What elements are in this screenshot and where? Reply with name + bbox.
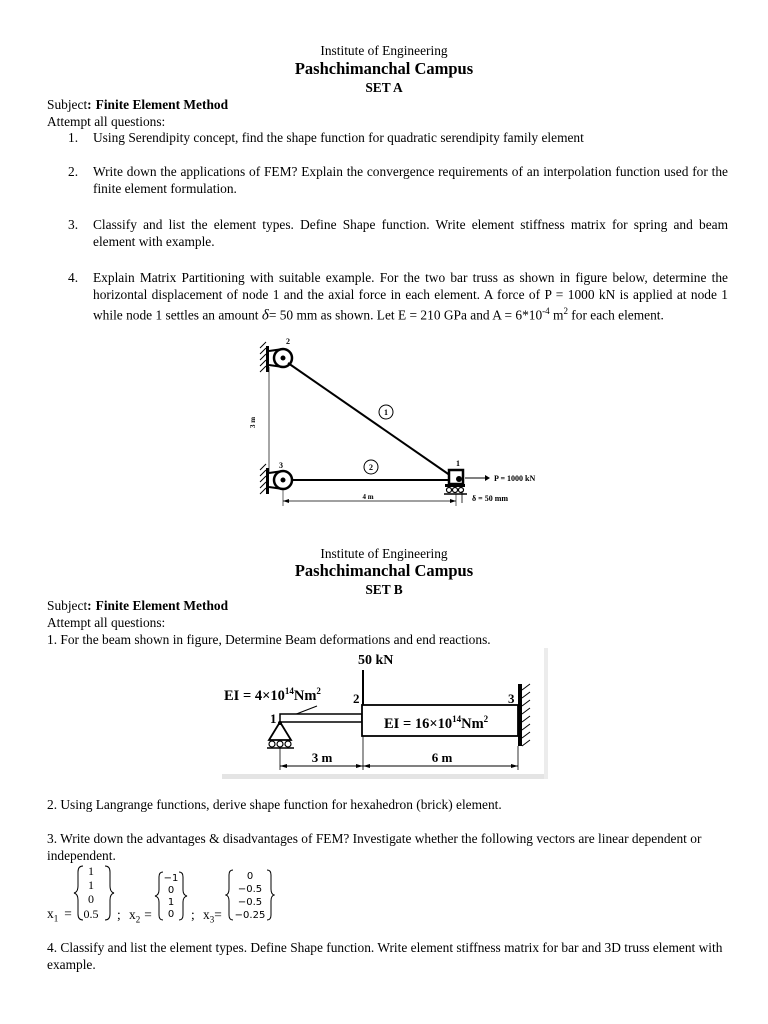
question-text: Using Serendipity concept, find the shape function for quadratic serendipity family element: [93, 130, 584, 145]
set-b-subject-line: [47, 598, 228, 615]
settlement-label: δ = 50 mm: [472, 494, 509, 503]
vector-set: [47, 864, 347, 925]
question-number: 1.: [68, 130, 79, 145]
svg-text:−0.25: −0.25: [234, 910, 266, 921]
question-text: [93, 270, 728, 324]
set-a-institute: Institute of Engineering: [320, 43, 448, 58]
set-a-question-1: [68, 130, 728, 147]
set-a-question-3: [68, 217, 728, 250]
set-a-subject-line: [47, 97, 228, 114]
set-a-title: SET A: [365, 80, 403, 95]
ei-right-label: EI = $16\times 10^{14}Nm^2$: [384, 714, 489, 732]
set-b-question-4: 4. Classify and list the element types. Define Shape function. Write element stiffness matrix for bar and 3D truss element with example.: [47, 940, 723, 972]
node-2-label: 2: [286, 338, 290, 346]
load-label: 50 kN: [358, 653, 394, 668]
q4-text-part4: for each element.: [567, 307, 664, 323]
svg-text:1: 1: [167, 897, 175, 908]
set-b-title: SET B: [365, 582, 403, 597]
wall-hatching: [522, 684, 530, 746]
span-1-label: 3 m: [311, 750, 333, 765]
member-1-label: 1: [384, 408, 388, 417]
x3-label: $x_3=$: [203, 907, 222, 925]
vector-x3: [225, 868, 275, 922]
set-a-question-4: [68, 270, 728, 324]
svg-text:−0.5: −0.5: [237, 897, 263, 908]
height-label: 3 m: [249, 416, 257, 428]
span-label: 4 m: [362, 493, 374, 501]
question-text: Write down the applications of FEM? Explain the convergence requirements of an interpolation function used for the finite element formulation.: [93, 164, 728, 196]
set-b-instruction: Attempt all questions:: [47, 615, 166, 630]
subject-colon: :: [87, 97, 92, 112]
svg-text:0: 0: [167, 885, 175, 896]
svg-text:1: 1: [88, 864, 94, 878]
q4-exp2: 2: [563, 306, 568, 316]
force-label: P = 1000 kN: [494, 474, 536, 483]
x2-label: $x_2$ =: [129, 907, 152, 925]
set-a-campus: Pashchimanchal Campus: [294, 59, 474, 78]
figure-bottom-strip: [222, 774, 546, 779]
svg-text:0.5: 0.5: [83, 907, 99, 921]
figure-right-strip: [544, 648, 548, 779]
question-number: 3.: [68, 217, 79, 232]
set-b-question-2: 2. Using Langrange functions, derive shape function for hexahedron (brick) element.: [47, 797, 502, 812]
svg-text:0: 0: [246, 871, 254, 882]
set-b-question-3: 3. Write down the advantages & disadvantages of FEM? Investigate whether the following vectors are linear dependent or independent.: [47, 831, 702, 863]
question-number: 2.: [68, 164, 79, 179]
node-1-label: 1: [270, 711, 277, 726]
node-2-label: 2: [353, 691, 360, 706]
separator-1: ;: [117, 907, 121, 922]
set-b-question-1: 1. For the beam shown in figure, Determine Beam deformations and end reactions.: [47, 632, 491, 647]
force-arrowhead: [485, 475, 490, 481]
wall-support-node-2: [260, 342, 292, 372]
delta-symbol: δ: [261, 307, 269, 324]
vector-x1: [73, 864, 115, 922]
x1-label: $x_1$ =: [47, 906, 72, 924]
q4-text-part1: Explain Matrix Partitioning with suitable example. For the two bar truss as shown in figure below, determine the horizontal displacement of node 1 and the axial force in each element. A force of P = 1000 kN is applied at node 1 while node 1 settles an amount: [93, 270, 728, 323]
svg-text:1: 1: [88, 878, 94, 892]
node-3-label: 3: [508, 691, 515, 706]
set-a-instruction: Attempt all questions:: [47, 114, 166, 129]
wall-support-node-3: [260, 464, 292, 494]
truss-figure: [240, 338, 550, 510]
span-2-label: 6 m: [431, 750, 453, 765]
fixed-wall: [518, 684, 522, 746]
question-text: Classify and list the element types. Define Shape function. Write element stiffness matrix for spring and beam element with example.: [93, 217, 728, 249]
svg-text:0: 0: [88, 892, 94, 906]
separator-2: ;: [191, 907, 195, 922]
svg-text:−1: −1: [163, 873, 179, 884]
svg-text:−0.5: −0.5: [237, 884, 263, 895]
ei-left-label: EI = $4\times 10^{14}Nm^2$: [224, 686, 321, 704]
subject-prefix: Subject: [47, 598, 88, 613]
set-a-question-2: [68, 164, 728, 197]
vector-x2: [154, 870, 188, 922]
svg-text:0: 0: [167, 909, 175, 920]
q4-text-part3: m: [549, 307, 564, 323]
q4-exp1: -4: [542, 306, 550, 316]
subject-name: Finite Element Method: [95, 598, 229, 613]
node-3-label: 3: [279, 461, 283, 470]
set-b-institute: Institute of Engineering: [320, 546, 448, 561]
set-b-campus: Pashchimanchal Campus: [294, 561, 474, 580]
subject-colon: :: [87, 598, 92, 613]
question-number: 4.: [68, 270, 79, 285]
q4-text-part2: = 50 mm as shown. Let E = 210 GPa and A = 6*10: [268, 307, 543, 323]
subject-name: Finite Element Method: [95, 97, 229, 112]
beam-figure: [222, 648, 558, 780]
subject-prefix: Subject: [47, 97, 88, 112]
beam-segment-1: [280, 714, 362, 722]
node-1-label: 1: [456, 459, 460, 468]
member-2-label: 2: [369, 463, 373, 472]
